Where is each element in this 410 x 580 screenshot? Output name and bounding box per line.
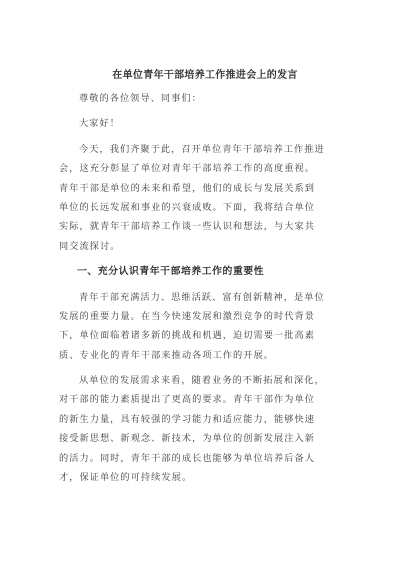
paragraph-line: 从单位的发展需求来看，随着业务的不断拓展和深化，	[79, 375, 325, 387]
paragraph-line: 实际，就青年干部培养工作谈一些认识和想法，与大家共	[59, 221, 315, 233]
document-title: 在单位青年干部培养工作推进会上的发言	[112, 70, 298, 81]
paragraph-line: 会，这充分彰显了单位对青年干部培养工作的高度重视。	[59, 163, 315, 175]
paragraph	[59, 140, 354, 256]
paragraph-line: 对干部的能力素质提出了更高的要求。青年干部作为单位	[59, 394, 315, 406]
paragraph-line: 今天，我们齐聚于此，召开单位青年干部培养工作推进	[79, 143, 325, 155]
paragraph-line: 同交流探讨。	[59, 240, 121, 252]
paragraph-line: 的新生力量，具有较强的学习能力和适应能力，能够快速	[59, 413, 315, 425]
paragraph-line: 发展的重要力量。在当今快速发展和激烈竞争的时代背景	[59, 310, 315, 322]
paragraph-line: 才，保证单位的可持续发展。	[59, 472, 193, 484]
salutation: 尊敬的各位领导、同事们：	[79, 93, 202, 104]
paragraph-line: 接受新思想、新观念、新技术，为单位的创新发展注入新	[59, 433, 315, 445]
paragraph-line: 的活力。同时，青年干部的成长也能够为单位培养后备人	[59, 452, 315, 464]
paragraph-line: 质、专业化的青年干部来推动各项工作的开展。	[59, 349, 274, 361]
paragraph	[59, 288, 354, 366]
section-heading: 一、充分认识青年干部培养工作的重要性	[77, 266, 265, 278]
paragraph-line: 青年干部是单位的未来和希望，他们的成长与发展关系到	[59, 182, 315, 194]
paragraph-line: 下，单位面临着诸多新的挑战和机遇，迫切需要一批高素	[59, 330, 315, 342]
document-body	[59, 89, 354, 487]
paragraph-line: 单位的长远发展和事业的兴衰成败。下面，我将结合单位	[59, 201, 315, 213]
greeting: 大家好！	[79, 118, 120, 130]
paragraph	[59, 371, 354, 487]
paragraph-line: 青年干部充满活力、思维活跃、富有创新精神，是单位	[79, 291, 325, 303]
